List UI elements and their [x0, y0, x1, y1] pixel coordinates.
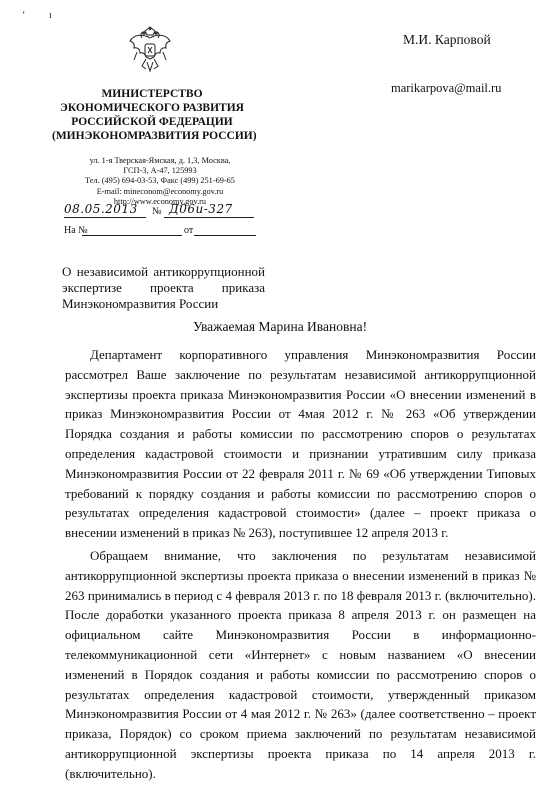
body-paragraph: Обращаем внимание, что заключения по результатам независимой антикоррупционной экспертизы проекта приказа о внесении изменений в приказ № 263 принимались в период с 4 февраля 2013 г. по 18 февраля 2013 г. (включительно). После доработки указанного проекта приказа 8 апреля 2013 г. он размещен на официальном сайте Минэкономразвития России в информационно-телекоммуникационной сети «Интернет» с новым названием «О внесении изменений в Порядок создания и работы комиссии по рассмотрению споров о результатах определения кадастровой стоимости, утвержденный приказом Минэкономразвития России от 4 мая 2012 г. № 263» (далее соответственно – проект приказа, Порядок) со сроком приема заключений по результатам независимой антикоррупционной экспертизы проекта приказа по 14 апреля 2013 г. (включительно). — [65, 547, 536, 781]
incoming-reference — [64, 225, 264, 239]
recipient-name: М.И. Карповой — [403, 32, 491, 47]
ministry-name-line: РОССИЙСКОЙ ФЕДЕРАЦИИ — [71, 116, 233, 128]
body-paragraph: Департамент корпоративного управления Минэкономразвития России рассмотрел Ваше заключение по результатам независимой антикоррупционной экспертизы проекта приказа Минэкономразвития России «О внесении изменений в приказ Минэкономразвития России от 4мая 2012 г. № 263 «Об утверждении Порядка создания и работы комиссии по рассмотрению споров о результатах определения кадастровой стоимости и признании утратившим силу приказа Минэкономразвития России от 22 февраля 2011 г. № 69 «Об утверждении Типовых требований к порядку создания и работы комиссии по рассмотрению споров о результатах определения кадастровой стоимости» (далее – проект приказа о внесении изменений в приказ № 263), поступившее 12 апреля 2013 г. — [65, 347, 536, 541]
coat-of-arms-emblem — [127, 26, 173, 76]
scan-mark-right: ı — [49, 10, 52, 21]
ministry-address-block — [60, 156, 260, 207]
outgoing-date: 08.05.2013 — [64, 202, 138, 216]
number-sign: № — [152, 206, 162, 217]
letter-body — [65, 345, 536, 784]
reference-from-label: от — [184, 225, 194, 236]
email-line: E-mail: mineconom@economy.gov.ru — [96, 186, 224, 196]
ministry-name-line: ЭКОНОМИЧЕСКОГО РАЗВИТИЯ — [60, 102, 244, 114]
outgoing-registration — [64, 202, 284, 220]
subject-line — [62, 280, 265, 296]
address-line: ул. 1-я Тверская-Ямская, д. 1,3, Москва, — [89, 156, 231, 165]
outgoing-number: Д06и-327 — [169, 202, 233, 216]
subject-word: О — [62, 264, 72, 279]
subject-line — [62, 296, 265, 312]
reference-blank-line — [82, 235, 182, 236]
subject-word: приказа — [221, 280, 265, 295]
subject-word: экспертизе — [62, 280, 122, 295]
recipient-email: marikarpova@mail.ru — [391, 81, 502, 95]
number-underline — [164, 217, 254, 218]
reference-date-blank-line — [194, 235, 256, 236]
subject-word: антикоррупционной — [153, 264, 265, 279]
subject-word: независимой — [76, 264, 149, 279]
subject-word: проекта — [150, 280, 194, 295]
scan-mark-left: ʻ — [22, 10, 26, 21]
greeting: Уважаемая Марина Ивановна! — [192, 319, 368, 334]
subject-word: Минэкономразвития России — [62, 296, 219, 311]
date-underline — [64, 217, 146, 218]
address-line: ГСП-3, А-47, 125993 — [123, 166, 197, 176]
ministry-name-line: МИНИСТЕРСТВО — [101, 88, 203, 100]
phone-fax-line: Тел. (495) 694-03-53, Факс (499) 251-69-65 — [85, 176, 235, 186]
ministry-name-line: (МИНЭКОНОМРАЗВИТИЯ РОССИИ) — [52, 130, 257, 142]
ministry-name-block — [52, 87, 257, 143]
subject-line — [62, 264, 265, 280]
reference-label: На № — [64, 225, 88, 236]
letter-subject — [62, 264, 265, 312]
website-line: http://www.economy.gov.ru — [113, 196, 207, 206]
